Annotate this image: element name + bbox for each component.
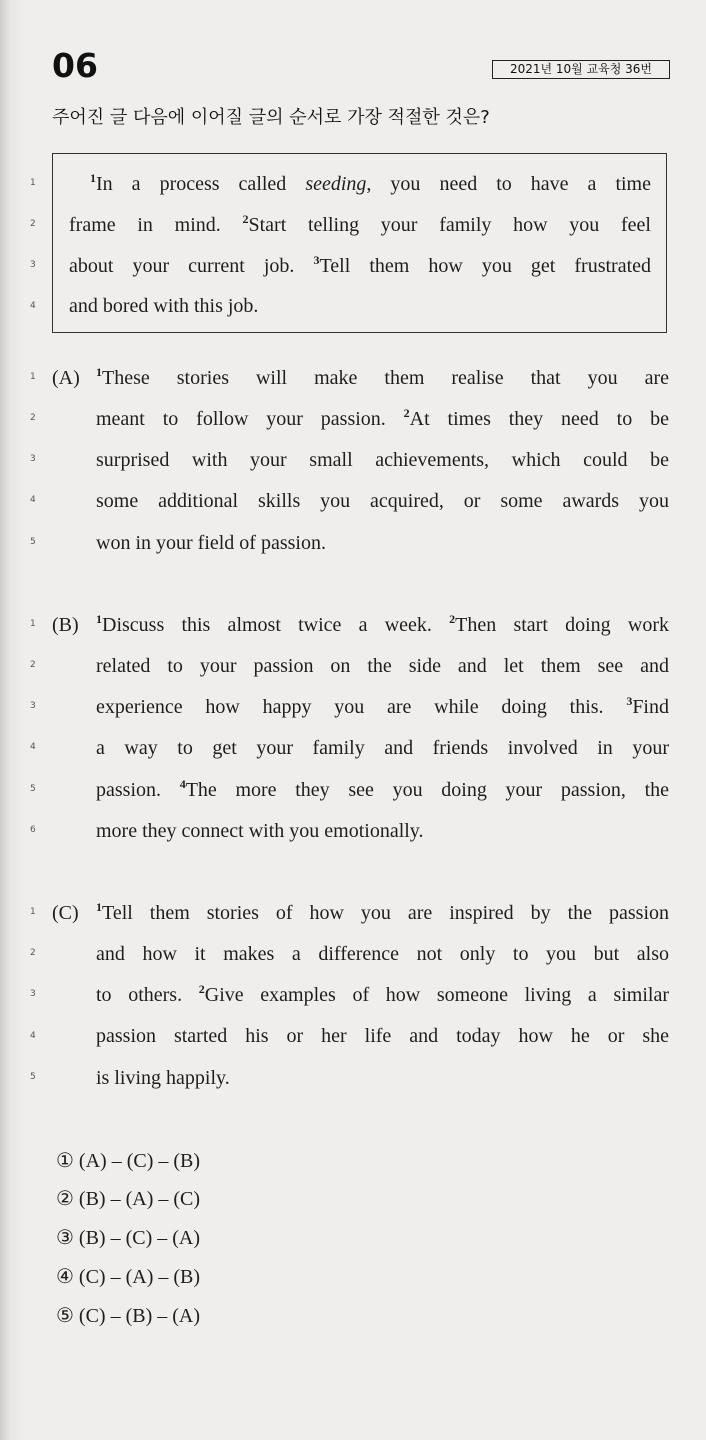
text: Tell them how you get frustrated bbox=[319, 255, 652, 277]
paragraph-b-line bbox=[96, 778, 669, 802]
paragraph-label-a: (A) bbox=[52, 367, 80, 389]
paragraph-b-line: more they connect with you emotionally. bbox=[96, 820, 424, 842]
line-number: 4 bbox=[30, 1031, 36, 1041]
line-number: 2 bbox=[30, 948, 36, 958]
answer-choice-3[interactable]: ③ (B) – (C) – (A) bbox=[56, 1227, 201, 1249]
line-number: 5 bbox=[30, 537, 36, 547]
sentence-marker: 1 bbox=[96, 612, 102, 626]
sentence-marker: 1 bbox=[96, 365, 102, 379]
sentence-marker: 2 bbox=[242, 212, 249, 226]
line-number: 2 bbox=[30, 413, 36, 423]
text: passion. bbox=[96, 779, 180, 801]
line-number: 1 bbox=[30, 178, 36, 188]
sentence-marker: 2 bbox=[198, 982, 205, 996]
question-number: 06 bbox=[52, 46, 98, 85]
line-number: 1 bbox=[30, 907, 36, 917]
paragraph-label-b: (B) bbox=[52, 614, 79, 636]
question-prompt: 주어진 글 다음에 이어질 글의 순서로 가장 적절한 것은? bbox=[52, 107, 490, 128]
line-number: 1 bbox=[30, 372, 36, 382]
paragraph-c-line: is living happily. bbox=[96, 1067, 230, 1089]
text: The more they see you doing your passion, the bbox=[185, 779, 669, 801]
line-number: 3 bbox=[30, 701, 36, 711]
paragraph-a-line bbox=[96, 366, 669, 390]
answer-choice-2[interactable]: ② (B) – (A) – (C) bbox=[56, 1188, 201, 1210]
text: Find bbox=[632, 696, 669, 718]
answer-choice-4[interactable]: ④ (C) – (A) – (B) bbox=[56, 1266, 201, 1288]
paragraph-b-line: related to your passion on the side and let them see and bbox=[96, 655, 669, 677]
paragraph-a-line: won in your field of passion. bbox=[96, 532, 326, 554]
paragraph-b-line bbox=[96, 613, 669, 637]
line-number: 6 bbox=[30, 825, 36, 835]
text: Tell them stories of how you are inspired by the passion bbox=[102, 902, 669, 924]
text: experience how happy you are while doing this. bbox=[96, 696, 627, 718]
paragraph-c-line bbox=[96, 901, 669, 925]
paragraph-a-line: some additional skills you acquired, or some awards you bbox=[96, 490, 669, 512]
paragraph-a-line bbox=[96, 407, 669, 431]
italic-term: seeding bbox=[305, 173, 367, 195]
given-line bbox=[69, 213, 651, 237]
paragraph-a-line: surprised with your small achievements, which could be bbox=[96, 449, 669, 471]
text: In a process called bbox=[96, 173, 306, 195]
sentence-marker: 2 bbox=[403, 406, 410, 420]
line-number: 2 bbox=[30, 660, 36, 670]
given-line bbox=[90, 172, 651, 196]
source-badge: 2021년 10월 교육청 36번 bbox=[492, 60, 670, 79]
paragraph-label-c: (C) bbox=[52, 902, 79, 924]
line-number: 4 bbox=[30, 495, 36, 505]
sentence-marker: 3 bbox=[313, 253, 320, 267]
paragraph-c-line: and how it makes a difference not only to you but also bbox=[96, 943, 669, 965]
line-number: 1 bbox=[30, 619, 36, 629]
line-number: 4 bbox=[30, 742, 36, 752]
text: Start telling your family how you feel bbox=[248, 214, 651, 236]
text: about your current job. bbox=[69, 255, 314, 277]
sentence-marker: 4 bbox=[179, 777, 186, 791]
text: , you need to have a time bbox=[366, 173, 651, 195]
sentence-marker: 1 bbox=[96, 900, 102, 914]
text: These stories will make them realise that you are bbox=[102, 367, 669, 389]
given-line bbox=[69, 254, 651, 278]
text: At times they need to be bbox=[409, 408, 669, 430]
sentence-marker: 2 bbox=[449, 612, 456, 626]
line-number: 2 bbox=[30, 219, 36, 229]
line-number: 3 bbox=[30, 454, 36, 464]
text: Give examples of how someone living a similar bbox=[204, 984, 670, 1006]
answer-choice-1[interactable]: ① (A) – (C) – (B) bbox=[56, 1150, 201, 1172]
sentence-marker: 1 bbox=[90, 171, 96, 185]
paragraph-c-line bbox=[96, 983, 669, 1007]
line-number: 5 bbox=[30, 784, 36, 794]
paragraph-b-line bbox=[96, 695, 669, 719]
paragraph-c-line: passion started his or her life and today how he or she bbox=[96, 1025, 669, 1047]
text: Discuss this almost twice a week. bbox=[102, 614, 450, 636]
text: meant to follow your passion. bbox=[96, 408, 404, 430]
text: to others. bbox=[96, 984, 199, 1006]
given-line: and bored with this job. bbox=[69, 295, 259, 317]
line-number: 3 bbox=[30, 989, 36, 999]
line-number: 3 bbox=[30, 260, 36, 270]
text: Then start doing work bbox=[455, 614, 669, 636]
line-number: 5 bbox=[30, 1072, 36, 1082]
answer-choice-5[interactable]: ⑤ (C) – (B) – (A) bbox=[56, 1305, 201, 1327]
line-number: 4 bbox=[30, 301, 36, 311]
sentence-marker: 3 bbox=[626, 694, 633, 708]
text: frame in mind. bbox=[69, 214, 243, 236]
paragraph-b-line: a way to get your family and friends involved in your bbox=[96, 737, 669, 759]
